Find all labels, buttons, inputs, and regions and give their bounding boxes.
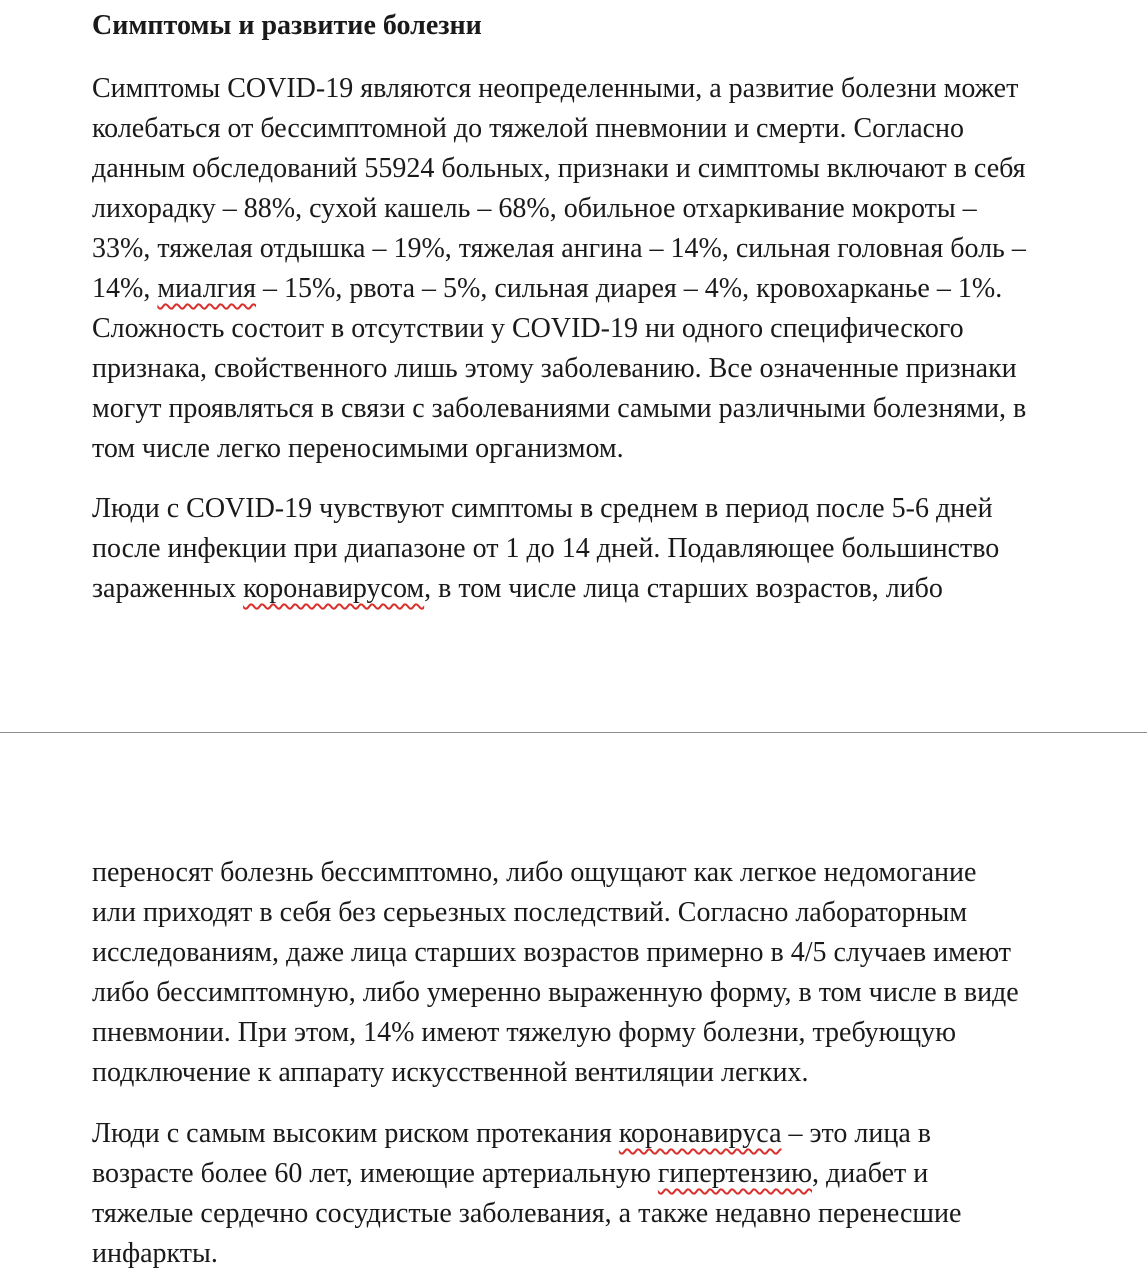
text-line: или приходят в себя без серьезных последствий. Согласно лабораторным [92,897,968,928]
document-page-2 [0,733,1147,1280]
text-fragment: – 15%, рвота – 5%, сильная диарея – 4%, кровохарканье – 1%. [256,273,1003,304]
misspelled-word[interactable]: коронавируса [618,1118,782,1149]
text-line [92,1154,961,1194]
text-line: пневмонии. При этом, 14% имеют тяжелую форму болезни, требующую [92,1017,957,1048]
text-line: том числе легко переносимыми организмом. [92,433,624,464]
text-fragment: зараженных [92,573,244,604]
text-line: признака, свойственного лишь этому заболеванию. Все означенные признаки [92,353,1017,384]
paragraph-risk-groups [92,1114,961,1274]
text-line [92,269,1026,309]
text-fragment: Люди с самым высоким риском протекания [92,1118,619,1149]
misspelled-word[interactable]: миалгия [157,273,257,304]
text-line: инфаркты. [92,1238,218,1269]
misspelled-word[interactable]: коронавирусом [243,573,425,604]
section-heading: Симптомы и развитие болезни [92,10,482,41]
text-line: исследованиям, даже лица старших возрастов примерно в 4/5 случаев имеют [92,937,1011,968]
text-fragment: возрасте более 60 лет, имеющие артериальную [92,1158,658,1189]
text-line: данным обследований 55924 больных, признаки и симптомы включают в себя [92,153,1026,184]
text-line: переносят болезнь бессимптомно, либо ощущают как легкое недомогание [92,857,977,888]
text-line: Люди с COVID-19 чувствуют симптомы в среднем в период после 5-6 дней [92,493,993,524]
text-line: тяжелые сердечно сосудистые заболевания, а также недавно перенесшие [92,1198,962,1229]
text-line: Симптомы COVID-19 являются неопределенными, а развитие болезни может [92,73,1019,104]
text-line: подключение к аппарату искусственной вентиляции легких. [92,1057,809,1088]
paragraph-incubation [92,489,999,609]
text-line [92,569,999,609]
text-line: 33%, тяжелая отдышка – 19%, тяжелая ангина – 14%, сильная головная боль – [92,233,1026,264]
text-line: либо бессимптомную, либо умеренно выраженную форму, в том числе в виде [92,977,1019,1008]
text-line: могут проявляться в связи с заболеваниями самыми различными болезнями, в [92,393,1027,424]
text-line: лихорадку – 88%, сухой кашель – 68%, обильное отхаркивание мокроты – [92,193,977,224]
text-line: после инфекции при диапазоне от 1 до 14 дней. Подавляющее большинство [92,533,1000,564]
text-fragment: , диабет и [812,1158,929,1189]
text-fragment: , в том числе лица старших возрастов, либо [424,573,943,604]
text-line: Сложность состоит в отсутствии у COVID-19 ни одного специфического [92,313,964,344]
text-fragment: 14%, [92,273,158,304]
text-line: колебаться от бессимптомной до тяжелой пневмонии и смерти. Согласно [92,113,965,144]
paragraph-severity [92,853,1019,1093]
misspelled-word[interactable]: гипертензию [657,1158,813,1189]
text-line [92,1114,961,1154]
text-fragment: – это лица в [781,1118,931,1149]
paragraph-symptoms [92,69,1026,469]
